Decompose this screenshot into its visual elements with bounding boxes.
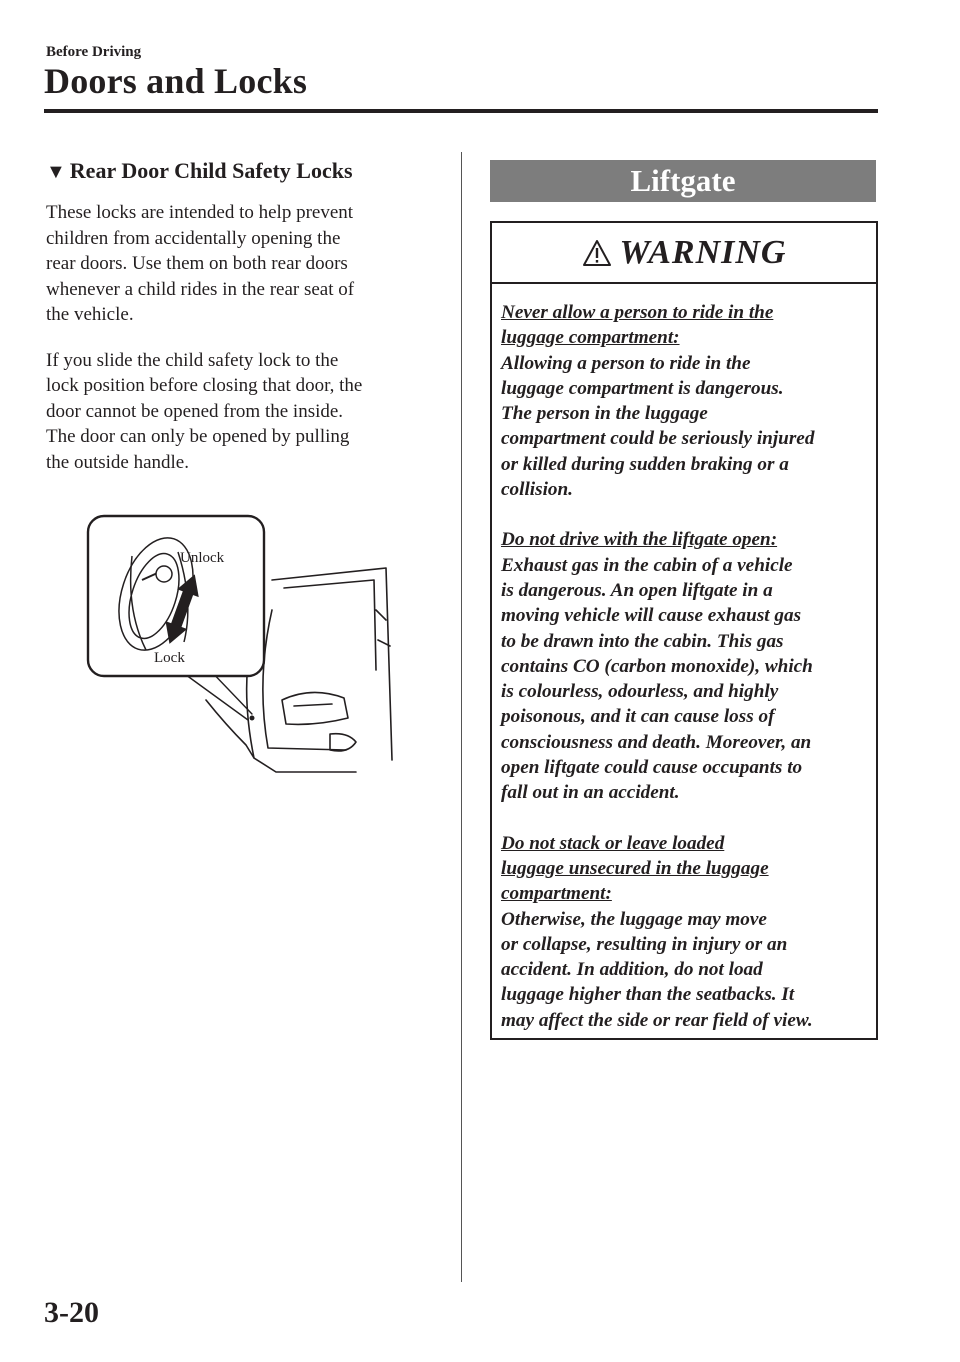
paragraph: These locks are intended to help prevent children from accidentally opening the rear doors. Use them on both rear doors whenever a child rides in the rear seat of the vehicle. <box>46 202 355 325</box>
subsection-heading <box>46 158 446 184</box>
warning-triangle-icon <box>582 239 612 267</box>
door-panel-line <box>263 610 346 750</box>
page-number: 3-20 <box>44 1296 99 1329</box>
warning-item <box>501 300 866 502</box>
child-lock-illustration <box>86 510 406 785</box>
subsection-heading-text: Rear Door Child Safety Locks <box>69 158 353 183</box>
lock-label: Lock <box>154 650 185 666</box>
warning-lead: Never allow a person to ride in the luggage compartment: <box>501 302 774 349</box>
door-pocket-shape <box>330 734 356 751</box>
warning-box <box>490 221 878 1040</box>
warning-lead: Do not drive with the liftgate open: <box>501 529 778 551</box>
section-title: Doors and Locks <box>44 61 308 101</box>
warning-text: Otherwise, the luggage may move or collapse, resulting in injury or an accident. In addition, do not load luggage higher than the seatbacks. It may affect the side or rear field of view. <box>501 908 813 1031</box>
warning-text: Exhaust gas in the cabin of a vehicle is dangerous. An open liftgate in a moving vehicle will cause exhaust gas to be drawn into the cabin. This gas contains CO (carbon monoxide), which is colourless, odourless, and highly poisonous, and it can cause loss of consciousness and death. Moreover, an open liftgate could cause occupants to fall out in an accident. <box>501 554 813 804</box>
lock-location-dot <box>250 716 255 721</box>
unlock-label: Unlock <box>180 550 225 566</box>
warning-lead: Do not stack or leave loaded luggage unsecured in the luggage compartment: <box>501 832 769 905</box>
left-column <box>46 158 446 495</box>
warning-body <box>492 284 876 1033</box>
door-handle-line <box>294 704 332 706</box>
door-window-line <box>284 580 376 670</box>
warning-item <box>501 831 866 1033</box>
column-divider <box>461 152 462 1282</box>
door-armrest-shape <box>282 692 348 724</box>
lock-lever-knob <box>156 566 172 582</box>
warning-item <box>501 527 866 805</box>
warning-header <box>492 223 876 284</box>
liftgate-banner: Liftgate <box>490 160 876 202</box>
header-rule <box>44 109 878 113</box>
triangle-marker-icon: ▼ <box>46 161 66 183</box>
warning-text: Allowing a person to ride in the luggage compartment is dangerous. The person in the luggage compartment could be seriously injured or killed during sudden braking or a collision. <box>501 352 815 501</box>
paragraph: If you slide the child safety lock to the lock position before closing that door, the door cannot be opened from the inside. The door can only be opened by pulling the outside handle. <box>46 349 363 473</box>
chapter-label: Before Driving <box>46 44 142 60</box>
warning-title: WARNING <box>619 233 787 271</box>
